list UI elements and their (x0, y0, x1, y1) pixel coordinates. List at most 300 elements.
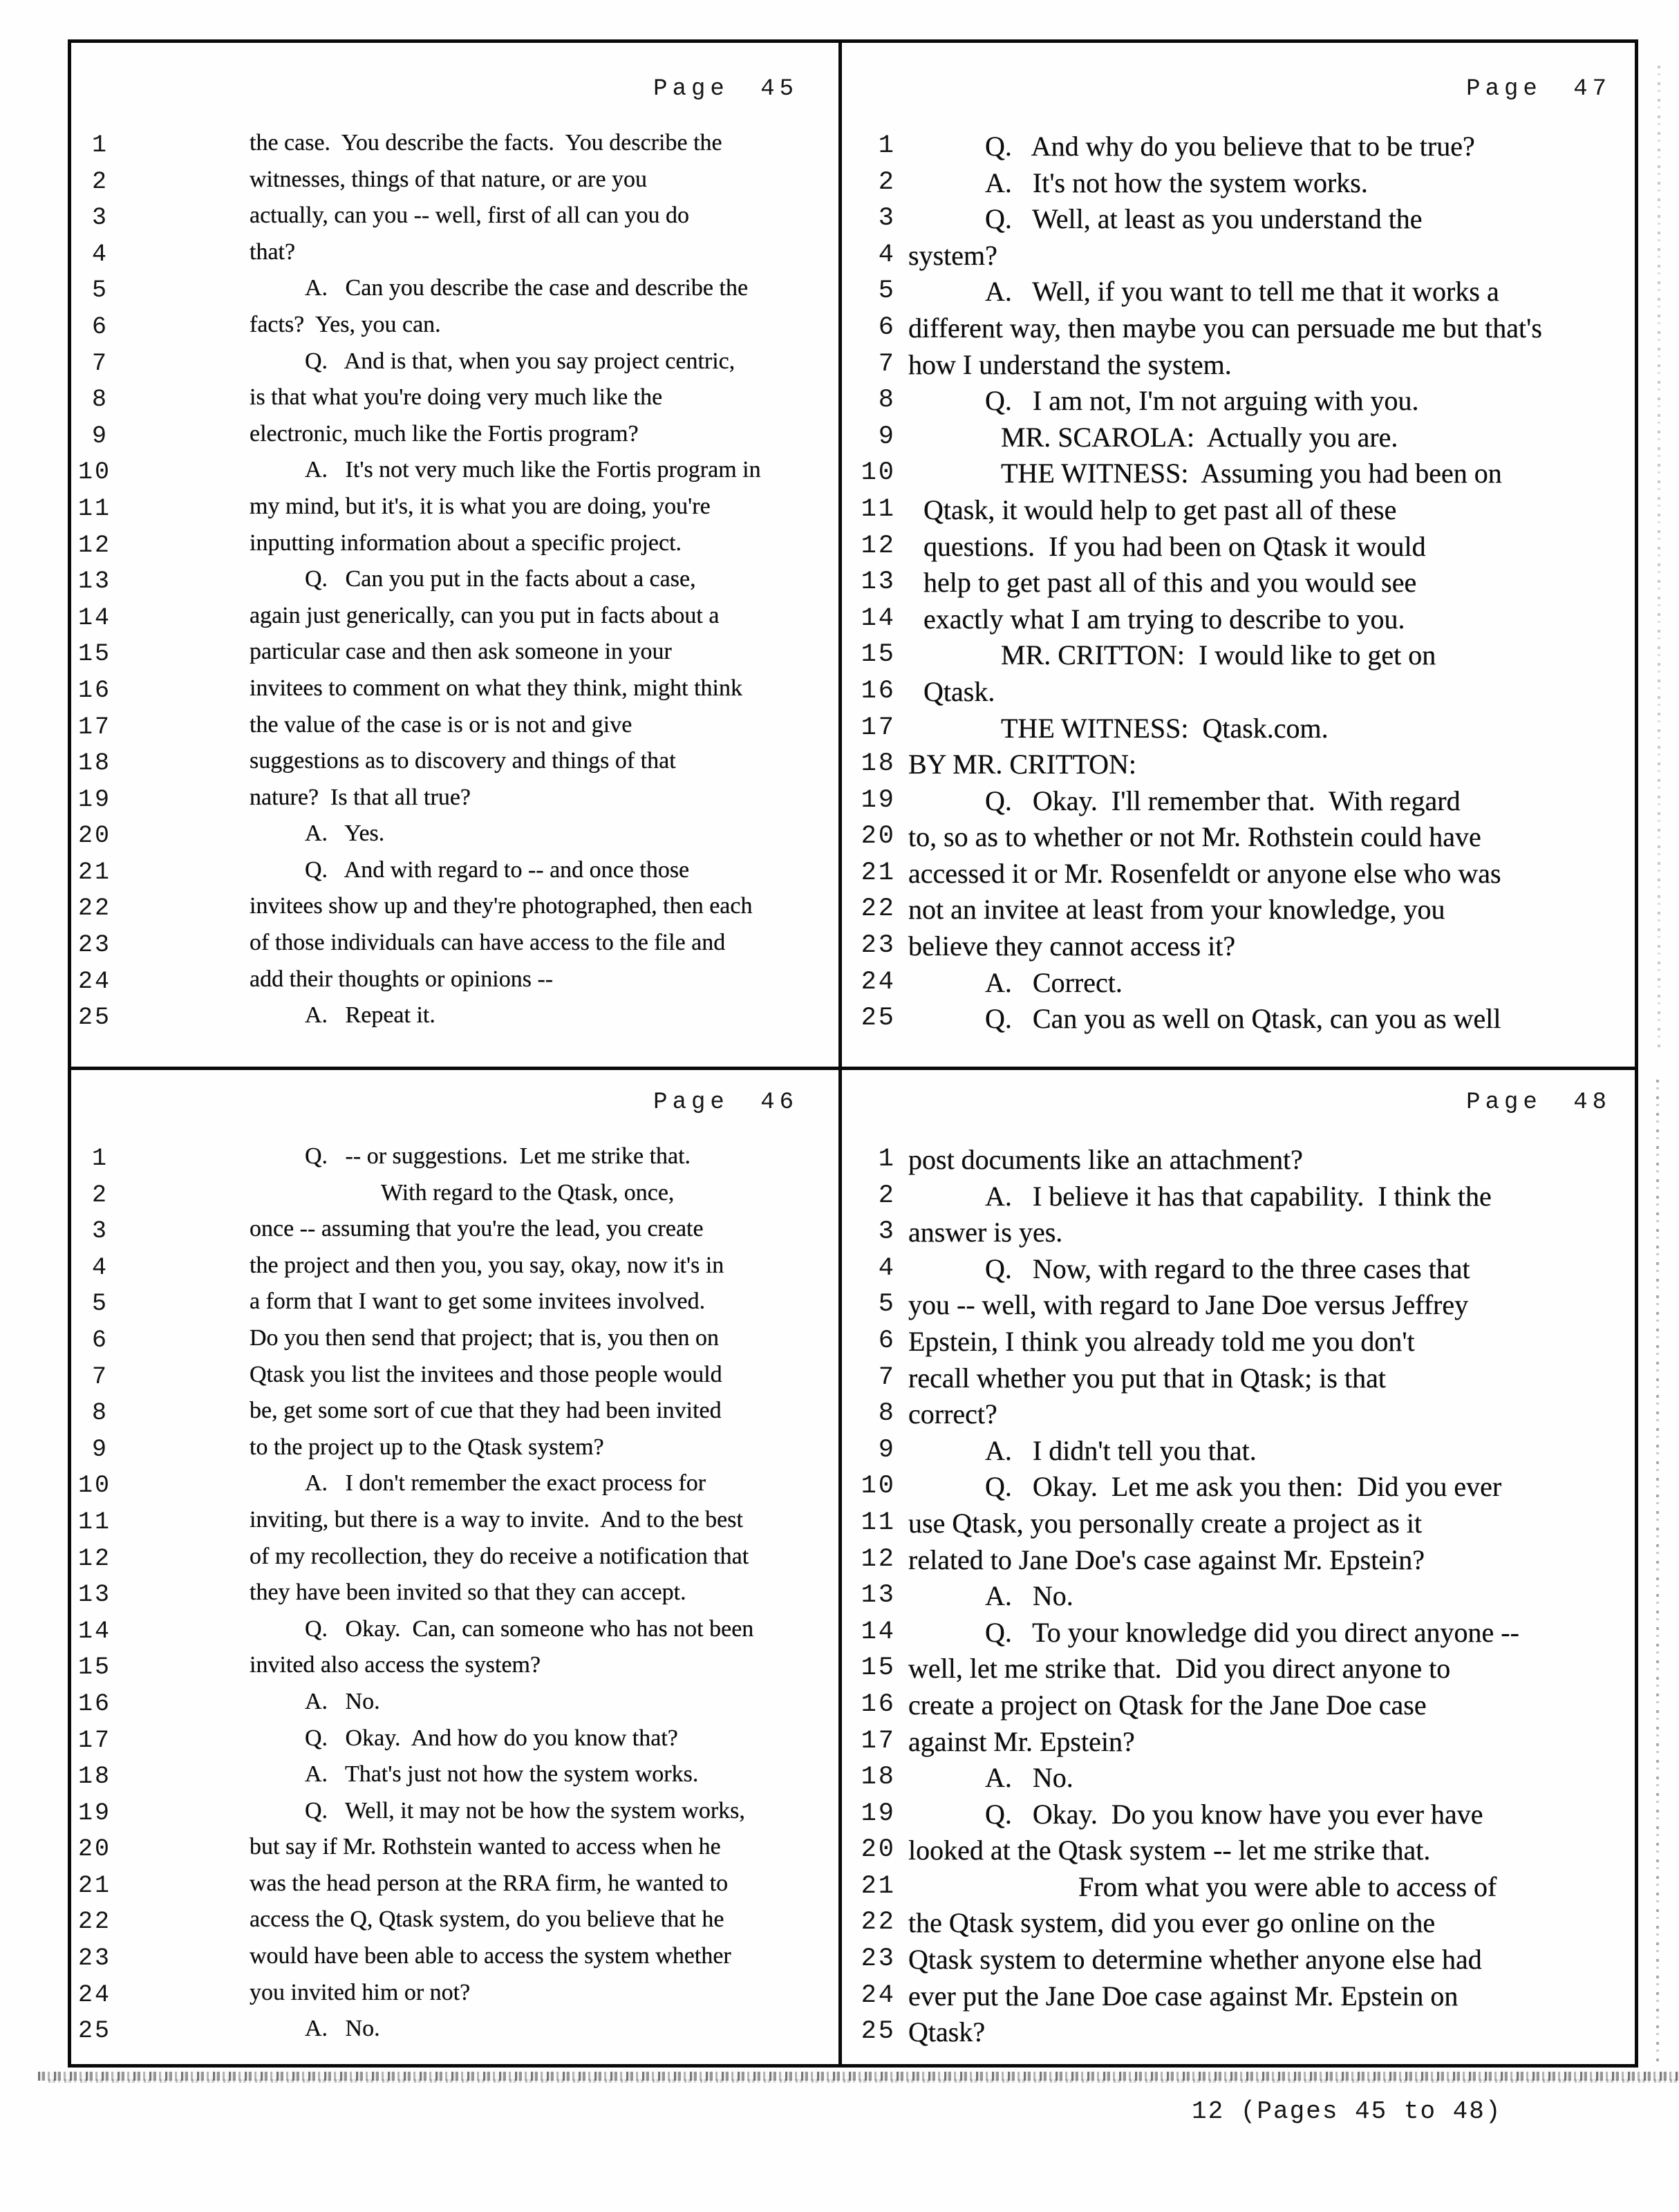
line-text: invitees show up and they're photographed, then each (250, 893, 753, 919)
line-text: exactly what I am trying to describe to you. (923, 603, 1405, 635)
line-number: 16 (78, 676, 112, 704)
line-number: 6 (91, 312, 109, 341)
transcript-line (842, 457, 1635, 494)
line-text: Q. Well, it may not be how the system works, (305, 1797, 745, 1824)
line-text: A. Repeat it. (305, 1002, 435, 1029)
line-number: 17 (78, 1726, 112, 1754)
line-number: 9 (878, 422, 896, 451)
line-text: but say if Mr. Rothstein wanted to access when he (250, 1834, 721, 1860)
line-number: 12 (78, 531, 112, 559)
transcript-line (842, 1834, 1635, 1871)
line-number: 7 (878, 349, 896, 379)
transcript-line (842, 384, 1635, 421)
transcript-line (71, 1761, 838, 1798)
line-text: is that what you're doing very much like the (250, 384, 663, 411)
line-text: Q. To your knowledge did you direct anyone -- (985, 1616, 1519, 1648)
page-48-header: Page 48 (1466, 1089, 1611, 1116)
line-number: 3 (91, 1217, 109, 1246)
scan-right-noise-bottom (1656, 1080, 1659, 2061)
line-number: 13 (861, 568, 896, 597)
transcript-line (842, 1325, 1635, 1362)
transcript-line (842, 2016, 1635, 2052)
transcript-line (71, 1143, 838, 1180)
line-number: 5 (878, 1290, 896, 1320)
line-number: 21 (78, 858, 112, 886)
transcript-line (842, 1689, 1635, 1725)
line-text: electronic, much like the Fortis program? (250, 420, 639, 447)
transcript-line (842, 966, 1635, 1003)
line-text: A. No. (305, 1688, 380, 1714)
line-text: that? (250, 238, 296, 265)
transcript-line (842, 494, 1635, 530)
page-48-panel (842, 1070, 1635, 2064)
line-text: A. Yes. (305, 821, 385, 847)
line-text: Qtask. (923, 675, 995, 707)
line-number: 9 (91, 422, 109, 450)
transcript-line (71, 966, 838, 1003)
line-number: 22 (861, 1908, 896, 1938)
line-number: 18 (861, 749, 896, 779)
line-text: looked at the Qtask system -- let me strike that. (908, 1835, 1431, 1866)
transcript-line (842, 893, 1635, 930)
line-number: 7 (91, 1362, 109, 1391)
line-text: THE WITNESS: Assuming you had been on (1001, 458, 1502, 489)
transcript-line (842, 748, 1635, 785)
page-46-lines (71, 1143, 838, 2052)
line-text: Q. Well, at least as you understand the (985, 203, 1423, 235)
line-text: A. Correct. (985, 966, 1123, 998)
transcript-line (842, 1180, 1635, 1217)
line-number: 2 (91, 1181, 109, 1209)
line-text: Q. And with regard to -- and once those (305, 856, 690, 883)
line-number: 20 (861, 822, 896, 852)
line-number: 19 (861, 785, 896, 815)
line-number: 15 (861, 640, 896, 670)
page-48-lines (842, 1143, 1635, 2052)
transcript-line (71, 1253, 838, 1289)
line-number: 14 (78, 1617, 112, 1645)
transcript-line (842, 1362, 1635, 1398)
line-number: 11 (78, 494, 112, 523)
line-text: create a project on Qtask for the Jane Doe case (908, 1689, 1427, 1721)
line-number: 21 (78, 1871, 112, 1900)
transcript-line (842, 348, 1635, 385)
line-number: 24 (861, 1980, 896, 2010)
line-number: 14 (861, 1617, 896, 1647)
line-number: 18 (78, 749, 112, 778)
line-text: they have been invited so that they can accept. (250, 1580, 686, 1606)
line-number: 6 (878, 1326, 896, 1356)
line-text: Q. Now, with regard to the three cases that (985, 1253, 1470, 1284)
line-text: MR. SCAROLA: Actually you are. (1001, 421, 1398, 453)
page-range-footer: 12 (Pages 45 to 48) (1192, 2097, 1502, 2126)
line-text: Q. I am not, I'm not arguing with you. (985, 385, 1419, 417)
line-text: the value of the case is or is not and give (250, 711, 632, 738)
page-47-panel (842, 43, 1635, 1067)
transcript-line (71, 1470, 838, 1507)
line-text: was the head person at the RRA firm, he wanted to (250, 1870, 729, 1896)
line-text: the Qtask system, did you ever go online on the (908, 1907, 1436, 1939)
line-text: access the Q, Qtask system, do you believe that he (250, 1906, 724, 1933)
line-text: related to Jane Doe's case against Mr. Epstein? (908, 1544, 1425, 1575)
line-number: 10 (78, 458, 112, 487)
line-text: actually, can you -- well, first of all can you do (250, 203, 690, 229)
line-number: 19 (861, 1799, 896, 1828)
transcript-grid-border (68, 39, 1638, 2068)
line-text: would have been able to access the system whether (250, 1943, 731, 1969)
line-text: how I understand the system. (908, 348, 1232, 380)
line-text: Qtask, it would help to get past all of these (923, 494, 1397, 525)
line-number: 20 (861, 1835, 896, 1865)
line-number: 6 (91, 1326, 109, 1354)
transcript-line (71, 857, 838, 894)
line-text: use Qtask, you personally create a project as it (908, 1507, 1423, 1539)
line-number: 3 (91, 204, 109, 232)
line-number: 1 (91, 1145, 109, 1172)
line-number: 23 (78, 931, 112, 959)
line-text: invitees to comment on what they think, might think (250, 675, 742, 701)
line-text: ever put the Jane Doe case against Mr. Epstein on (908, 1980, 1458, 2012)
line-text: Epstein, I think you already told me you don't (908, 1325, 1415, 1357)
line-text: my mind, but it's, it is what you are doing, you're (250, 493, 711, 519)
transcript-line (842, 1580, 1635, 1616)
line-text: once -- assuming that you're the lead, you create (250, 1216, 704, 1242)
line-number: 4 (878, 240, 896, 270)
transcript-line (71, 1002, 838, 1039)
line-text: again just generically, can you put in facts about a (250, 602, 720, 628)
line-number: 5 (878, 276, 896, 306)
line-text: witnesses, things of that nature, or are you (250, 166, 648, 192)
transcript-line (71, 130, 838, 167)
transcript-line (842, 239, 1635, 276)
line-number: 2 (878, 167, 896, 197)
transcript-line (842, 312, 1635, 348)
line-number: 1 (91, 131, 109, 159)
line-number: 7 (878, 1362, 896, 1392)
transcript-line (71, 1980, 838, 2016)
line-text: inputting information about a specific project. (250, 529, 682, 556)
line-text: A. No. (985, 1580, 1073, 1612)
transcript-line (71, 1434, 838, 1471)
line-text: answer is yes. (908, 1217, 1063, 1248)
transcript-line (71, 1725, 838, 1762)
transcript-line (71, 1288, 838, 1325)
line-text: of my recollection, they do receive a notification that (250, 1543, 749, 1569)
transcript-line (842, 1288, 1635, 1325)
line-number: 14 (78, 603, 112, 632)
transcript-line (71, 1362, 838, 1398)
line-number: 23 (861, 1944, 896, 1974)
line-number: 24 (78, 1980, 112, 2009)
transcript-line (71, 167, 838, 203)
line-text: From what you were able to access of (1078, 1871, 1497, 1902)
line-text: Q. Okay. And how do you know that? (305, 1725, 678, 1751)
scan-right-noise-top (1658, 66, 1660, 1047)
transcript-line (71, 748, 838, 785)
line-number: 21 (861, 858, 896, 888)
line-text: believe they cannot access it? (908, 930, 1236, 962)
line-text: against Mr. Epstein? (908, 1725, 1135, 1757)
line-number: 19 (78, 785, 112, 814)
transcript-line (71, 275, 838, 312)
page-45-panel (71, 43, 838, 1067)
transcript-line (842, 930, 1635, 966)
line-text: a form that I want to get some invitees involved. (250, 1288, 706, 1315)
line-text: Qtask system to determine whether anyone else had (908, 1944, 1482, 1976)
line-number: 23 (861, 931, 896, 961)
line-number: 25 (78, 2017, 112, 2045)
line-number: 11 (861, 494, 896, 524)
transcript-line (842, 566, 1635, 603)
line-text: A. It's not very much like the Fortis program in (305, 457, 761, 483)
line-text: A. Can you describe the case and describe the (305, 275, 749, 301)
line-number: 23 (78, 1944, 112, 1973)
line-text: A. No. (985, 1762, 1073, 1794)
transcript-line (71, 639, 838, 675)
line-text: With regard to the Qtask, once, (381, 1179, 675, 1206)
transcript-line (842, 712, 1635, 749)
transcript-line (842, 675, 1635, 712)
transcript-line (842, 1002, 1635, 1039)
line-number: 18 (861, 1763, 896, 1792)
line-number: 12 (861, 1544, 896, 1574)
line-text: A. Well, if you want to tell me that it works a (985, 276, 1499, 308)
line-number: 24 (78, 967, 112, 995)
line-text: Q. Okay. Can, can someone who has not been (305, 1615, 754, 1642)
transcript-line (71, 384, 838, 421)
line-text: not an invitee at least from your knowledge, you (908, 894, 1445, 926)
line-number: 10 (78, 1472, 112, 1500)
transcript-line (71, 312, 838, 348)
transcript-line (842, 530, 1635, 567)
line-number: 25 (861, 2017, 896, 2047)
line-text: the project and then you, you say, okay, now it's in (250, 1252, 724, 1278)
transcript-line (842, 785, 1635, 821)
transcript-line (842, 1980, 1635, 2016)
line-text: Qtask? (908, 2016, 986, 2048)
transcript-line (842, 1143, 1635, 1180)
line-number: 3 (878, 1217, 896, 1247)
line-text: BY MR. CRITTON: (908, 749, 1137, 780)
transcript-line (842, 421, 1635, 458)
line-text: be, get some sort of cue that they had been invited (250, 1398, 722, 1424)
transcript-line (842, 1943, 1635, 1980)
line-text: to the project up to the Qtask system? (250, 1434, 604, 1460)
line-text: to, so as to whether or not Mr. Rothstein could have (908, 821, 1481, 853)
transcript-line (71, 1906, 838, 1943)
transcript-line (71, 1616, 838, 1653)
transcript-line (71, 1689, 838, 1725)
page-46-panel (71, 1070, 838, 2064)
line-number: 16 (861, 676, 896, 706)
line-text: MR. CRITTON: I would like to get on (1001, 639, 1436, 671)
line-number: 22 (78, 894, 112, 923)
line-text: add their thoughts or opinions -- (250, 966, 554, 992)
line-number: 5 (91, 1290, 109, 1318)
line-number: 8 (91, 386, 109, 414)
line-text: A. No. (305, 2016, 380, 2042)
transcript-line (71, 893, 838, 930)
transcript-line (71, 348, 838, 385)
line-text: A. I didn't tell you that. (985, 1434, 1257, 1466)
line-number: 12 (78, 1544, 112, 1573)
transcript-line (71, 203, 838, 239)
line-text: you invited him or not? (250, 1979, 471, 2005)
line-text: Q. And why do you believe that to be true? (985, 131, 1475, 162)
line-text: questions. If you had been on Qtask it would (923, 530, 1426, 562)
transcript-line (842, 1216, 1635, 1253)
line-text: recall whether you put that in Qtask; is that (908, 1362, 1386, 1394)
line-number: 13 (78, 1581, 112, 1609)
line-number: 15 (861, 1653, 896, 1683)
line-number: 6 (878, 312, 896, 342)
line-text: Q. And is that, when you say project centric, (305, 348, 735, 374)
transcript-line (842, 1398, 1635, 1434)
transcript-line (842, 1871, 1635, 1907)
transcript-line (71, 239, 838, 276)
line-text: suggestions as to discovery and things of that (250, 748, 676, 774)
transcript-line (842, 1652, 1635, 1689)
line-number: 9 (91, 1435, 109, 1463)
line-text: different way, then maybe you can persuade me but that's (908, 312, 1542, 344)
transcript-line (71, 930, 838, 966)
transcript-line (71, 457, 838, 494)
line-number: 19 (78, 1799, 112, 1827)
line-number: 8 (878, 386, 896, 415)
line-text: system? (908, 239, 997, 271)
line-number: 4 (91, 1253, 109, 1282)
line-text: invited also access the system? (250, 1652, 541, 1678)
line-number: 18 (78, 1763, 112, 1791)
transcript-line (71, 1798, 838, 1835)
line-number: 7 (91, 349, 109, 377)
line-text: help to get past all of this and you would see (923, 567, 1417, 599)
page-47-header: Page 47 (1466, 76, 1611, 102)
line-number: 4 (878, 1253, 896, 1283)
line-text: Do you then send that project; that is, you then on (250, 1324, 719, 1351)
line-text: nature? Is that all true? (250, 784, 471, 810)
scan-edge-artifact-2 (48, 2079, 1679, 2083)
transcript-line (71, 421, 838, 458)
line-text: THE WITNESS: Qtask.com. (1001, 712, 1329, 744)
transcript-line (71, 1216, 838, 1253)
line-text: A. I believe it has that capability. I think the (985, 1180, 1492, 1212)
line-text: A. It's not how the system works. (985, 167, 1368, 198)
line-text: Q. Okay. Do you know have you ever have (985, 1798, 1483, 1830)
line-number: 13 (78, 568, 112, 596)
line-number: 25 (78, 1004, 112, 1032)
line-text: Q. -- or suggestions. Let me strike that. (305, 1143, 691, 1169)
transcript-line (71, 1398, 838, 1434)
transcript-line (71, 2016, 838, 2052)
line-text: Qtask you list the invitees and those people would (250, 1361, 722, 1387)
transcript-line (842, 857, 1635, 894)
line-text: Q. Okay. Let me ask you then: Did you ever (985, 1471, 1502, 1503)
transcript-line (842, 1470, 1635, 1507)
transcript-line (71, 1544, 838, 1580)
line-number: 15 (78, 640, 112, 668)
line-number: 14 (861, 603, 896, 633)
line-text: particular case and then ask someone in your (250, 639, 672, 665)
transcript-line (842, 1616, 1635, 1653)
transcript-line (842, 1544, 1635, 1580)
line-number: 17 (78, 713, 112, 741)
line-number: 8 (91, 1399, 109, 1427)
line-number: 15 (78, 1653, 112, 1682)
line-text: A. That's just not how the system works. (305, 1761, 699, 1788)
line-number: 24 (861, 967, 896, 997)
transcript-line (71, 1943, 838, 1980)
transcript-line (842, 1725, 1635, 1762)
transcript-line (71, 566, 838, 603)
line-number: 9 (878, 1435, 896, 1465)
line-text: Q. Okay. I'll remember that. With regard (985, 785, 1461, 816)
line-number: 25 (861, 1004, 896, 1033)
line-number: 1 (878, 1145, 896, 1174)
transcript-line (71, 1871, 838, 1907)
transcript-line (71, 1580, 838, 1616)
line-number: 16 (78, 1689, 112, 1718)
line-number: 2 (91, 167, 109, 196)
line-text: facts? Yes, you can. (250, 311, 441, 337)
line-text: Q. Can you as well on Qtask, can you as well (985, 1003, 1501, 1035)
transcript-line (71, 675, 838, 712)
line-number: 5 (91, 276, 109, 305)
transcript-line (842, 1434, 1635, 1471)
line-number: 10 (861, 458, 896, 488)
line-text: you -- well, with regard to Jane Doe versus Jeffrey (908, 1289, 1469, 1321)
line-text: accessed it or Mr. Rosenfeldt or anyone else who was (908, 857, 1501, 889)
line-number: 11 (861, 1508, 896, 1537)
transcript-line (71, 821, 838, 857)
transcript-line (842, 275, 1635, 312)
line-text: correct? (908, 1398, 997, 1430)
transcript-line (71, 1325, 838, 1362)
line-text: of those individuals can have access to the file and (250, 930, 726, 956)
transcript-line (71, 712, 838, 749)
line-number: 22 (861, 894, 896, 924)
transcript-line (71, 603, 838, 639)
transcript-line (842, 1761, 1635, 1798)
transcript-line (71, 530, 838, 567)
transcript-line (842, 821, 1635, 857)
transcript-line (842, 639, 1635, 675)
transcript-line (842, 1253, 1635, 1289)
page-47-lines (842, 130, 1635, 1039)
page-45-lines (71, 130, 838, 1039)
transcript-line (842, 1906, 1635, 1943)
line-text: inviting, but there is a way to invite. And to the best (250, 1506, 743, 1533)
transcript-line (71, 1180, 838, 1217)
line-text: the case. You describe the facts. You describe the (250, 130, 722, 156)
transcript-line (842, 603, 1635, 639)
line-text: well, let me strike that. Did you direct anyone to (908, 1653, 1451, 1685)
line-number: 21 (861, 1871, 896, 1901)
page-45-header: Page 45 (653, 76, 798, 102)
line-number: 4 (91, 240, 109, 268)
line-number: 8 (878, 1399, 896, 1429)
line-text: Q. Can you put in the facts about a case, (305, 566, 696, 592)
transcript-line (71, 1507, 838, 1544)
transcript-line (842, 1798, 1635, 1835)
line-number: 11 (78, 1508, 112, 1536)
transcript-line (71, 1652, 838, 1689)
line-number: 17 (861, 1726, 896, 1756)
transcript-line (71, 494, 838, 530)
line-number: 16 (861, 1689, 896, 1719)
transcript-line (842, 1507, 1635, 1544)
line-text: A. I don't remember the exact process for (305, 1470, 706, 1497)
